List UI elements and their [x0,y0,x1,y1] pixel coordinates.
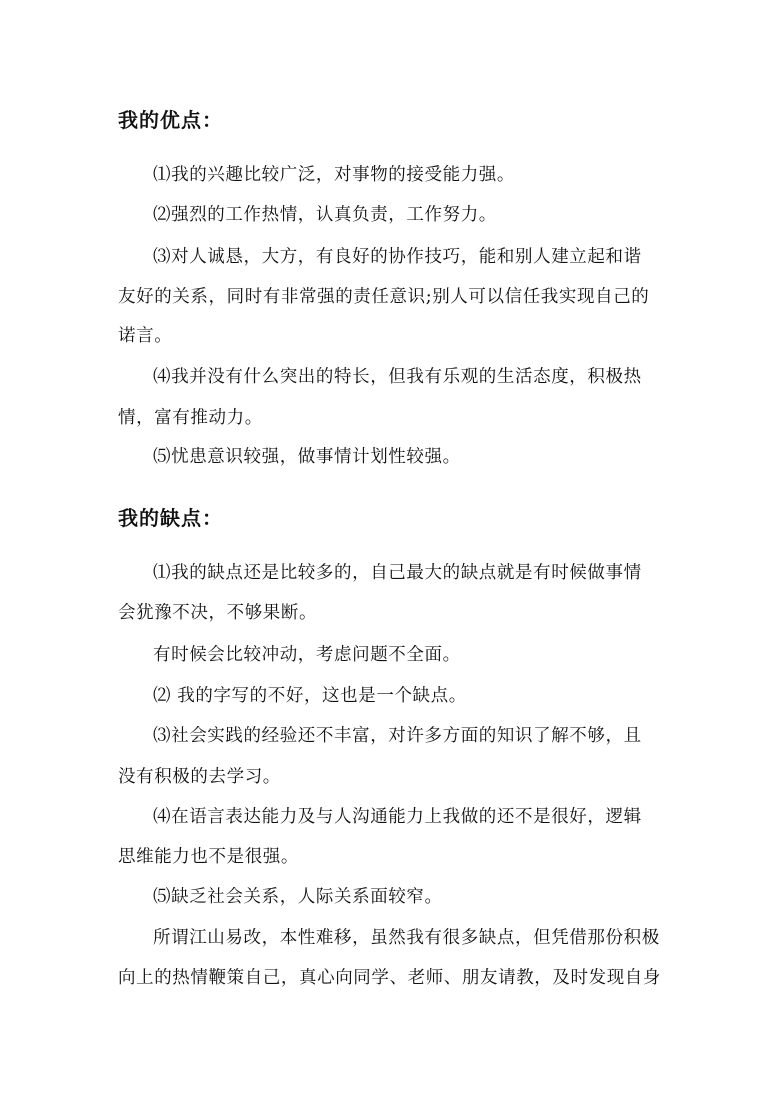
weakness-line-3: 有时候会比较冲动，考虑问题不全面。 [153,645,461,665]
strength-line-6: ⑷我并没有什么突出的特长，但我有乐观的生活态度，积极热 [153,367,642,387]
weakness-line-1: ⑴我的缺点还是比较多的，自己最大的缺点就是有时候做事情 [153,563,642,583]
strengths-heading: 我的优点： [118,108,223,132]
closing-line-1: 所谓江山易改，本性难移，虽然我有很多缺点，但凭借那份积极 [153,928,660,948]
strength-line-2: ⑵强烈的工作热情，认真负责，工作努力。 [153,205,497,225]
weaknesses-heading: 我的缺点： [118,506,223,530]
weakness-line-7: ⑷在语言表达能力及与人沟通能力上我做的还不是很好，逻辑 [153,807,642,827]
weakness-line-9: ⑸缺乏社会关系，人际关系面较窄。 [153,887,443,907]
strength-line-1: ⑴我的兴趣比较广泛，对事物的接受能力强。 [153,165,515,185]
strength-line-5: 诺言。 [118,326,173,346]
weakness-line-4: ⑵ 我的字写的不好，这也是一个缺点。 [153,686,467,706]
strength-line-7: 情，富有推动力。 [118,408,263,428]
weakness-line-8: 思维能力也不是很强。 [118,847,299,867]
weakness-line-5: ⑶社会实践的经验还不丰富，对许多方面的知识了解不够，且 [153,726,642,746]
closing-line-2: 向上的热情鞭策自己，真心向同学、老师、朋友请教，及时发现自身 [118,968,661,988]
strength-line-4: 友好的关系，同时有非常强的责任意识;别人可以信任我实现自己的 [118,287,650,307]
weakness-line-2: 会犹豫不决，不够果断。 [118,603,318,623]
strength-line-8: ⑸忧患意识较强，做事情计划性较强。 [153,447,461,467]
strength-line-3: ⑶对人诚恳，大方，有良好的协作技巧，能和别人建立起和谐 [153,247,642,267]
weakness-line-6: 没有积极的去学习。 [118,767,281,787]
